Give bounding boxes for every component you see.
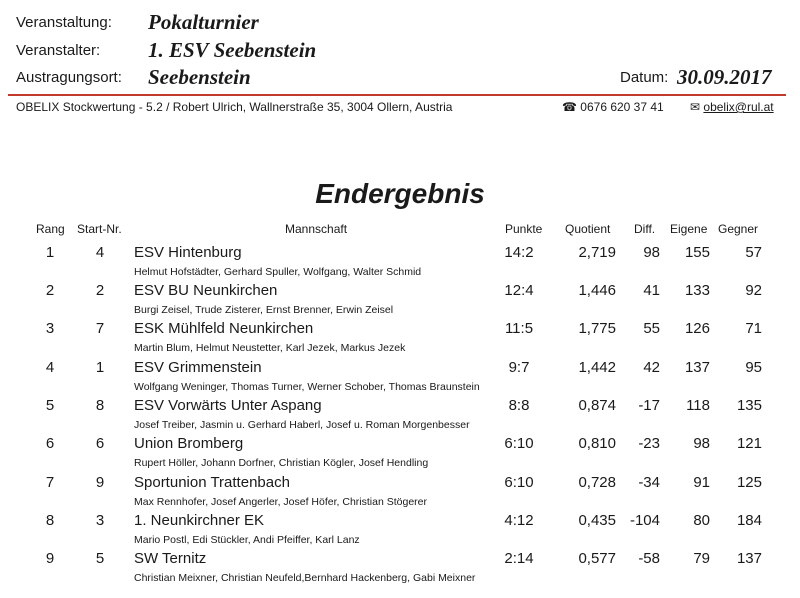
team-players: Mario Postl, Edi Stückler, Andi Pfeiffer, Karl Lanz bbox=[134, 534, 360, 546]
punkte-cell: 12:4 bbox=[504, 282, 534, 299]
table-row bbox=[0, 549, 800, 587]
rang-cell: 1 bbox=[45, 244, 55, 261]
gegner-cell: 137 bbox=[736, 550, 762, 567]
rang-cell: 2 bbox=[45, 282, 55, 299]
eigene-cell: 98 bbox=[693, 435, 710, 452]
startnr-cell: 9 bbox=[95, 474, 105, 491]
startnr-cell: 3 bbox=[95, 512, 105, 529]
col-diff: Diff. bbox=[634, 222, 656, 236]
startnr-cell: 7 bbox=[95, 320, 105, 337]
quotient-cell: 0,874 bbox=[578, 397, 616, 414]
col-punkte: Punkte bbox=[505, 222, 543, 236]
table-row bbox=[0, 243, 800, 281]
startnr-cell: 1 bbox=[95, 359, 105, 376]
table-row bbox=[0, 511, 800, 549]
col-mannschaft: Mannschaft bbox=[285, 222, 348, 236]
table-row bbox=[0, 396, 800, 434]
rang-cell: 3 bbox=[45, 320, 55, 337]
col-gegner: Gegner bbox=[718, 222, 759, 236]
col-rang: Rang bbox=[36, 222, 65, 236]
table-row bbox=[0, 319, 800, 357]
punkte-cell: 8:8 bbox=[508, 397, 530, 414]
quotient-cell: 0,728 bbox=[578, 474, 616, 491]
diff-cell: 41 bbox=[643, 282, 660, 299]
gegner-cell: 121 bbox=[736, 435, 762, 452]
quotient-cell: 0,435 bbox=[578, 512, 616, 529]
team-players: Christian Meixner, Christian Neufeld,Bernhard Hackenberg, Gabi Meixner bbox=[134, 572, 476, 584]
rang-cell: 4 bbox=[45, 359, 55, 376]
veranstalter-value: 1. ESV Seebenstein bbox=[148, 38, 317, 62]
punkte-cell: 2:14 bbox=[504, 550, 534, 567]
quotient-cell: 1,442 bbox=[578, 359, 616, 376]
team-name: Sportunion Trattenbach bbox=[134, 474, 290, 491]
software-info: OBELIX Stockwertung - 5.2 / Robert Ulrich, Wallnerstraße 35, 3004 Ollern, Austria bbox=[16, 100, 453, 114]
rang-cell: 5 bbox=[45, 397, 55, 414]
diff-cell: 42 bbox=[643, 359, 660, 376]
mail-icon: ✉ bbox=[690, 100, 701, 114]
quotient-cell: 1,775 bbox=[578, 320, 616, 337]
datum-value: 30.09.2017 bbox=[677, 65, 772, 89]
gegner-cell: 135 bbox=[736, 397, 762, 414]
eigene-cell: 133 bbox=[684, 282, 710, 299]
rang-cell: 8 bbox=[45, 512, 55, 529]
table-row bbox=[0, 358, 800, 396]
punkte-cell: 4:12 bbox=[504, 512, 534, 529]
startnr-cell: 8 bbox=[95, 397, 105, 414]
punkte-cell: 14:2 bbox=[504, 244, 534, 261]
phone-contact bbox=[562, 100, 664, 114]
diff-cell: -17 bbox=[638, 397, 660, 414]
diff-cell: 55 bbox=[643, 320, 660, 337]
eigene-cell: 80 bbox=[693, 512, 710, 529]
team-name: 1. Neunkirchner EK bbox=[134, 512, 265, 529]
punkte-cell: 6:10 bbox=[504, 474, 534, 491]
diff-cell: -58 bbox=[638, 550, 660, 567]
col-startnr: Start-Nr. bbox=[77, 222, 122, 236]
phone-icon: ☎ bbox=[562, 100, 577, 114]
gegner-cell: 71 bbox=[745, 320, 762, 337]
punkte-cell: 6:10 bbox=[504, 435, 534, 452]
eigene-cell: 91 bbox=[693, 474, 710, 491]
diff-cell: -104 bbox=[629, 512, 660, 529]
veranstalter-label: Veranstalter: bbox=[16, 42, 101, 59]
email-contact[interactable] bbox=[690, 100, 774, 114]
page-title: Endergebnis bbox=[315, 178, 485, 209]
austragungsort-label: Austragungsort: bbox=[16, 69, 122, 86]
quotient-cell: 2,719 bbox=[578, 244, 616, 261]
col-eigene: Eigene bbox=[670, 222, 708, 236]
gegner-cell: 57 bbox=[745, 244, 762, 261]
quotient-cell: 0,577 bbox=[578, 550, 616, 567]
diff-cell: -23 bbox=[638, 435, 660, 452]
punkte-cell: 11:5 bbox=[504, 320, 534, 337]
team-players: Max Rennhofer, Josef Angerler, Josef Höfer, Christian Stögerer bbox=[134, 496, 427, 508]
team-name: ESV BU Neunkirchen bbox=[134, 282, 278, 299]
punkte-cell: 9:7 bbox=[508, 359, 530, 376]
team-players: Martin Blum, Helmut Neustetter, Karl Jezek, Markus Jezek bbox=[134, 342, 406, 354]
diff-cell: 98 bbox=[643, 244, 660, 261]
table-row bbox=[0, 281, 800, 319]
datum-label: Datum: bbox=[620, 69, 669, 86]
team-players: Wolfgang Weninger, Thomas Turner, Werner Schober, Thomas Braunstein bbox=[134, 381, 480, 393]
rang-cell: 6 bbox=[45, 435, 55, 452]
header-divider bbox=[8, 94, 786, 96]
team-players: Burgi Zeisel, Trude Zisterer, Ernst Brenner, Erwin Zeisel bbox=[134, 304, 394, 316]
quotient-cell: 0,810 bbox=[578, 435, 616, 452]
team-players: Josef Treiber, Jasmin u. Gerhard Haberl, Josef u. Roman Morgenbesser bbox=[134, 419, 470, 431]
email-address[interactable]: obelix@rul.at bbox=[703, 100, 774, 114]
diff-cell: -34 bbox=[638, 474, 660, 491]
gegner-cell: 184 bbox=[736, 512, 762, 529]
eigene-cell: 155 bbox=[684, 244, 710, 261]
eigene-cell: 79 bbox=[693, 550, 710, 567]
gegner-cell: 95 bbox=[745, 359, 762, 376]
gegner-cell: 125 bbox=[736, 474, 762, 491]
team-players: Helmut Hofstädter, Gerhard Spuller, Wolfgang, Walter Schmid bbox=[134, 266, 422, 278]
startnr-cell: 5 bbox=[95, 550, 105, 567]
rang-cell: 7 bbox=[45, 474, 55, 491]
quotient-cell: 1,446 bbox=[578, 282, 616, 299]
team-name: Union Bromberg bbox=[134, 435, 244, 452]
gegner-cell: 92 bbox=[745, 282, 762, 299]
veranstaltung-value: Pokalturnier bbox=[148, 10, 259, 34]
team-name: ESV Hintenburg bbox=[134, 244, 242, 261]
veranstaltung-label: Veranstaltung: bbox=[16, 14, 112, 31]
eigene-cell: 118 bbox=[686, 397, 710, 414]
eigene-cell: 137 bbox=[684, 359, 710, 376]
table-row bbox=[0, 473, 800, 511]
startnr-cell: 2 bbox=[95, 282, 105, 299]
table-row bbox=[0, 434, 800, 472]
eigene-cell: 126 bbox=[684, 320, 710, 337]
phone-number: 0676 620 37 41 bbox=[580, 100, 664, 114]
col-quotient: Quotient bbox=[565, 222, 611, 236]
team-name: ESK Mühlfeld Neunkirchen bbox=[134, 320, 314, 337]
startnr-cell: 6 bbox=[95, 435, 105, 452]
team-name: ESV Vorwärts Unter Aspang bbox=[134, 397, 322, 414]
austragungsort-value: Seebenstein bbox=[148, 65, 251, 89]
team-name: ESV Grimmenstein bbox=[134, 359, 262, 376]
team-name: SW Ternitz bbox=[134, 550, 207, 567]
startnr-cell: 4 bbox=[95, 244, 105, 261]
rang-cell: 9 bbox=[45, 550, 55, 567]
team-players: Rupert Höller, Johann Dorfner, Christian Kögler, Josef Hendling bbox=[134, 457, 429, 469]
